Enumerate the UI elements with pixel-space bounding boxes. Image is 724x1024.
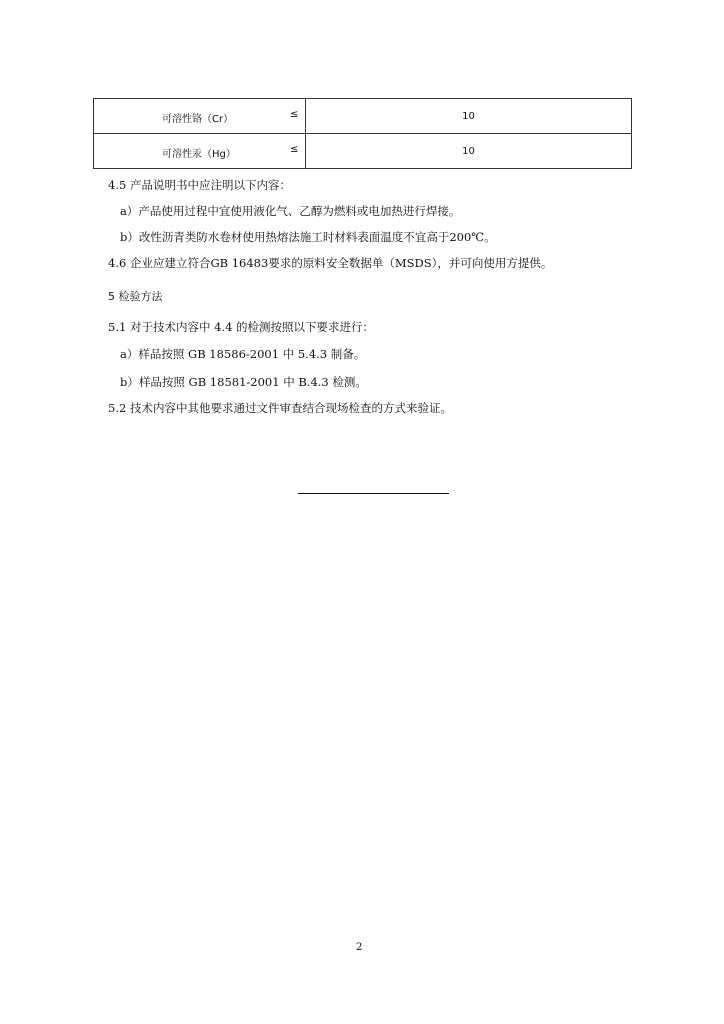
limits-table <box>93 98 632 169</box>
item-value: 10 <box>306 99 632 134</box>
page-number: 2 <box>356 942 363 953</box>
clause-5-2: 5.2 技术内容中其他要求通过文件审查结合现场检查的方式来验证。 <box>108 401 452 415</box>
item-cell <box>94 134 306 169</box>
table-row <box>94 99 632 134</box>
item-operator: ≤ <box>290 109 299 120</box>
item-operator: ≤ <box>290 144 299 155</box>
section-5-heading: 5 检验方法 <box>108 290 163 303</box>
clause-4-5-a: a）产品使用过程中宜使用液化气、乙醇为燃料或电加热进行焊接。 <box>120 204 461 218</box>
clause-4-6: 4.6 企业应建立符合GB 16483要求的原料安全数据单（MSDS），并可向使用方提供。 <box>108 256 553 270</box>
end-rule <box>298 493 449 494</box>
clause-5-1-a: a）样品按照 GB 18586-2001 中 5.4.3 制备。 <box>120 347 366 361</box>
clause-4-5: 4.5 产品说明书中应注明以下内容： <box>108 178 291 192</box>
clause-5-1-b: b）样品按照 GB 18581-2001 中 B.4.3 检测。 <box>120 375 367 389</box>
item-name: 可溶性汞（Hg） <box>162 149 236 160</box>
item-value: 10 <box>306 134 632 169</box>
clause-4-5-b: b）改性沥青类防水卷材使用热熔法施工时材料表面温度不宜高于200℃。 <box>120 230 496 244</box>
item-name: 可溶性铬（Cr） <box>162 114 234 125</box>
table-row <box>94 134 632 169</box>
clause-5-1: 5.1 对于技术内容中 4.4 的检测按照以下要求进行： <box>108 320 375 334</box>
item-cell <box>94 99 306 134</box>
